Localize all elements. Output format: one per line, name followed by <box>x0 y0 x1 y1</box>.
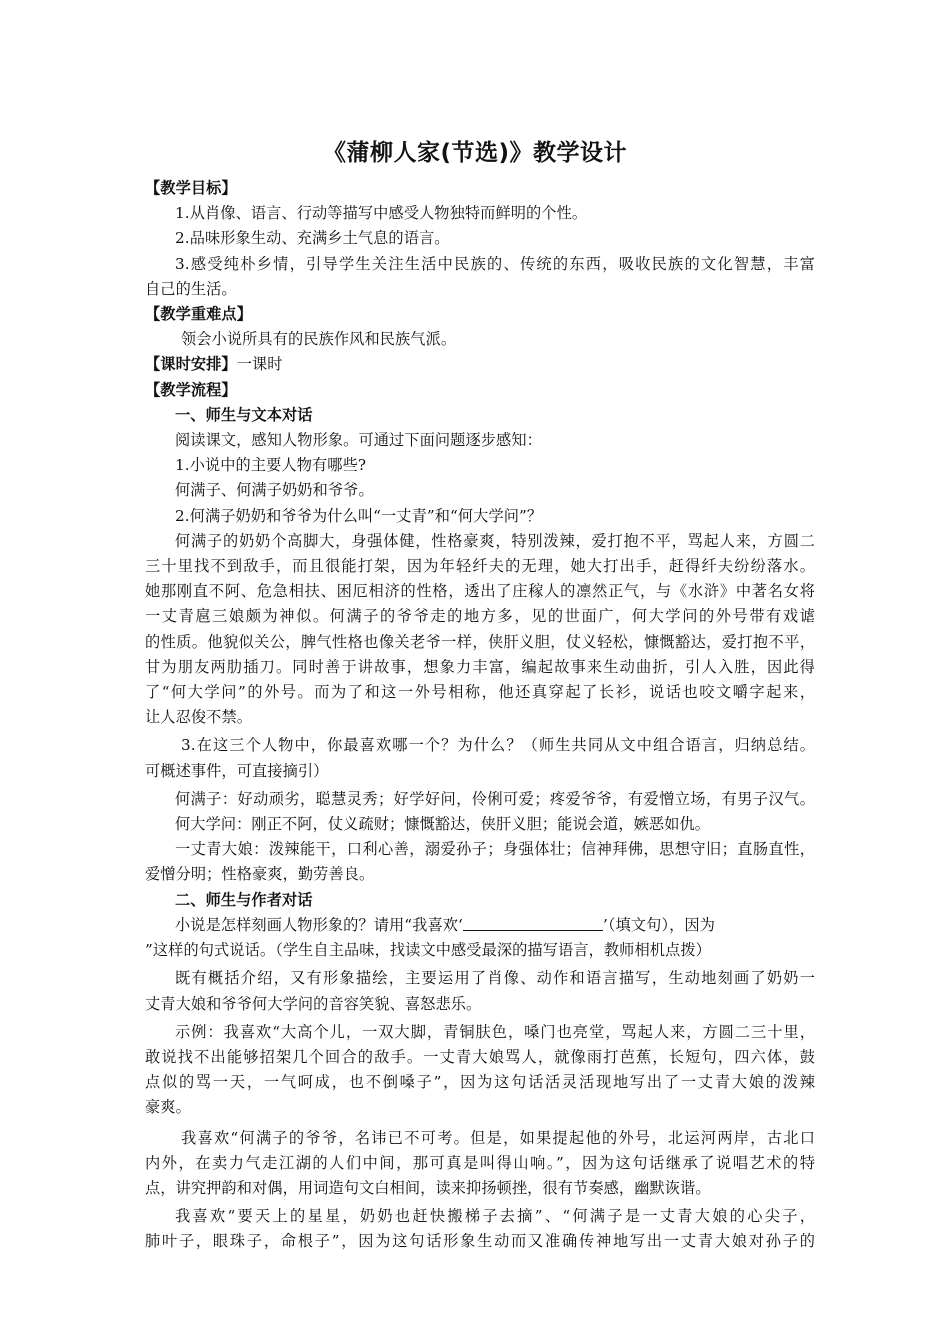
paragraph-line: 她那刚直不阿、危急相扶、困厄相济的性格，透出了庄稼人的凛然正气，与《水浒》中著名女将 <box>145 582 815 601</box>
paragraph-line: 丈青大娘和爷爷何大学问的音容笑貌、喜怒悲乐。 <box>145 994 482 1013</box>
paragraph-line: 的性质。他貌似关公，脾气性格也像关老爷一样，侠肝义胆，仗义轻松，慷慨豁达，爱打抱不平， <box>145 632 815 651</box>
section-two-heading: 二、师生与作者对话 <box>175 890 313 909</box>
question: 2.何满子奶奶和爷爷为什么叫“一丈青”和“何大学问”？ <box>175 506 543 525</box>
question-line: 可概述事件，可直接摘引） <box>145 761 329 780</box>
paragraph-line: 甘为朋友两肋插刀。同时善于讲故事，想象力丰富，编起故事来生动曲折，引人入胜，因此得 <box>145 657 815 676</box>
paragraph-line: 三十里找不到敌手，而且很能打架，因为年轻纤夫的无理，她大打出手，赶得纤夫纷纷落水。 <box>145 557 815 576</box>
goal-item-continued: 自己的生活。 <box>145 279 237 298</box>
example-line: 点似的骂一天，一气呵成，也不倒嗓子”，因为这句话活灵活现地写出了一丈青大娘的泼辣 <box>145 1073 815 1092</box>
character-description: 爱憎分明；性格豪爽，勤劳善良。 <box>145 865 375 884</box>
class-hours-text: 一课时 <box>236 355 283 374</box>
class-hours-line <box>145 352 815 377</box>
key-points-text: 领会小说所具有的民族作风和民族气派。 <box>181 330 457 349</box>
paragraph-line: 一丈青扈三娘颇为神似。何满子的爷爷走的地方多，见的世面广，何大学问的外号带有戏谑 <box>145 607 815 626</box>
prompt-text: 小说是怎样刻画人物形象的？请用“我喜欢‘ <box>175 915 463 934</box>
teaching-flow-heading: 【教学流程】 <box>145 380 237 399</box>
paragraph: 阅读课文，感知人物形象。可通过下面问题逐步感知： <box>175 431 542 450</box>
section-one-heading: 一、师生与文本对话 <box>175 405 313 424</box>
example-line: 点，讲究押韵和对偶，用词造句文白相间，读来抑扬顿挫，很有节奏感，幽默诙谐。 <box>145 1178 711 1197</box>
paragraph-line: 何满子的奶奶个高脚大，身强体健，性格豪爽，特别泼辣，爱打抱不平，骂起人来，方圆二 <box>175 531 815 550</box>
key-points-heading: 【教学重难点】 <box>145 305 253 324</box>
character-description: 何大学问：刚正不阿，仗义疏财；慷慨豁达，侠肝义胆；能说会道，嫉恶如仇。 <box>175 815 711 834</box>
class-hours-heading: 【课时安排】 <box>145 355 237 374</box>
example-line: 敢说找不出能够招架几个回合的敌手。一丈青大娘骂人，就像雨打芭蕉，长短句，四六体，鼓 <box>145 1047 815 1066</box>
prompt-line <box>145 913 815 938</box>
question: 1.小说中的主要人物有哪些? <box>175 456 367 475</box>
goal-item: 1.从肖像、语言、行动等描写中感受人物独特而鲜明的个性。 <box>175 204 588 223</box>
example-line: 豪爽。 <box>145 1098 191 1117</box>
example-line: 示例：我喜欢“大高个儿，一双大脚，青铜肤色，嗓门也亮堂，骂起人来，方圆二三十里， <box>175 1022 815 1041</box>
goal-item: 3.感受纯朴乡情，引导学生关注生活中民族的、传统的东西，吸收民族的文化智慧，丰富 <box>175 254 815 273</box>
prompt-text: ’（填文句），因为 <box>602 915 715 934</box>
paragraph-line: 让人忍俊不禁。 <box>145 708 253 727</box>
answer: 何满子、何满子奶奶和爷爷。 <box>175 481 374 500</box>
example-line: 内外，在卖力气走江湖的人们中间，那可真是叫得山响。”，因为这句话继承了说唱艺术的特 <box>145 1153 815 1172</box>
goal-item: 2.品味形象生动、充满乡土气息的语言。 <box>175 229 450 248</box>
document-title: 《蒲柳人家(节选)》教学设计 <box>322 140 628 166</box>
paragraph-line: 既有概括介绍，又有形象描绘，主要运用了肖像、动作和语言描写，生动地刻画了奶奶一 <box>175 969 815 988</box>
example-line: 我喜欢“何满子的爷爷，名讳已不可考。但是，如果提起他的外号，北运河两岸，古北口 <box>181 1128 815 1147</box>
character-description: 一丈青大娘：泼辣能干，口利心善，溺爱孙子；身强体壮；信神拜佛，思想守旧；直肠直性， <box>175 840 815 859</box>
question-line: 3.在这三个人物中，你最喜欢哪一个？为什么？（师生共同从文中组合语言，归纳总结。 <box>181 736 815 755</box>
fill-in-blank <box>463 916 603 931</box>
prompt-line: ”这样的句式说话。（学生自主品味，找读文中感受最深的描写语言，教师相机点拨） <box>145 941 711 960</box>
example-line: 我喜欢“要天上的星星，奶奶也赶快搬梯子去摘”、“何满子是一丈青大娘的心尖子， <box>175 1207 815 1226</box>
paragraph-line: 了“何大学问”的外号。而为了和这一外号相称，他还真穿起了长衫，说话也咬文嚼字起来， <box>145 683 815 702</box>
goals-heading: 【教学目标】 <box>145 179 237 197</box>
example-line: 肺叶子，眼珠子，命根子”，因为这句话形象生动而又准确传神地写出一丈青大娘对孙子的 <box>145 1232 815 1251</box>
document-body <box>145 176 815 1255</box>
character-description: 何满子：好动顽劣，聪慧灵秀；好学好问，伶俐可爱；疼爱爷爷，有爱憎立场，有男子汉气。 <box>175 789 815 808</box>
